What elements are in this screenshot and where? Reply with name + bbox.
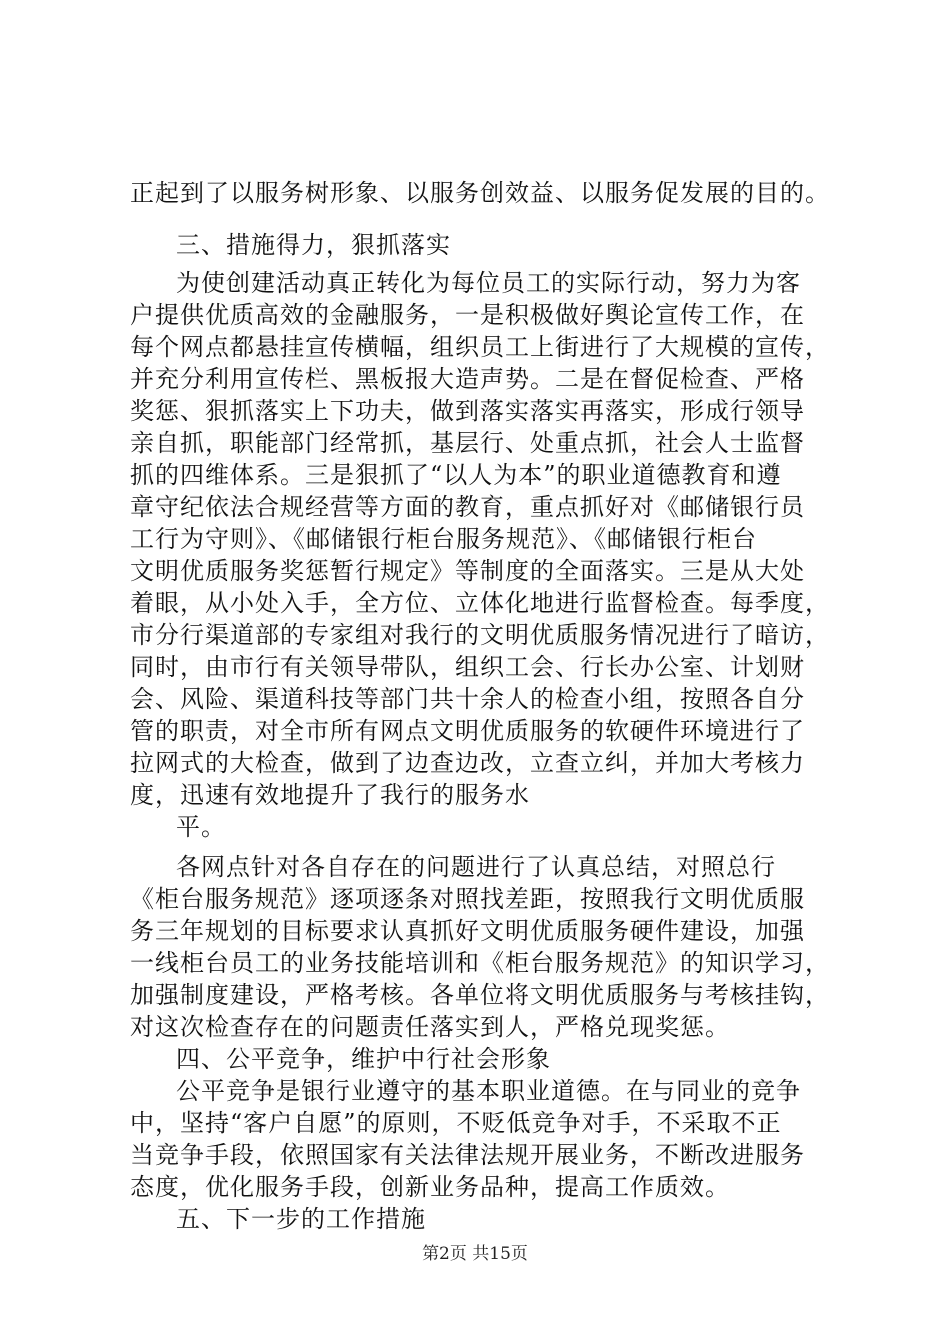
paragraph-line: 拉网式的大检查，做到了边查边改，立查立纠，并加大考核力 xyxy=(130,749,805,777)
section-heading: 五、下一步的工作措施 xyxy=(176,1205,426,1233)
paragraph-line: 管的职责，对全市所有网点文明优质服务的软硬件环境进行了 xyxy=(130,717,805,745)
paragraph-line: 同时，由市行有关领导带队，组织工会、行长办公室、计划财 xyxy=(130,653,805,681)
paragraph-line: 公平竞争是银行业遵守的基本职业道德。在与同业的竞争 xyxy=(176,1077,801,1105)
paragraph-line: 中，坚持“客户自愿”的原则，不贬低竞争对手，不采取不正 xyxy=(130,1109,782,1137)
paragraph-line: 《柜台服务规范》逐项逐条对照找差距，按照我行文明优质服 xyxy=(130,885,805,913)
section-heading: 四、公平竞争，维护中行社会形象 xyxy=(176,1045,551,1073)
paragraph-line: 并充分利用宣传栏、黑板报大造声势。二是在督促检查、严格 xyxy=(130,365,805,393)
paragraph-line: 每个网点都悬挂宣传横幅，组织员工上街进行了大规模的宣传， xyxy=(130,333,830,361)
paragraph-line: 态度，优化服务手段，创新业务品种，提高工作质效。 xyxy=(130,1173,730,1201)
paragraph-line: 章守纪依法合规经营等方面的教育，重点抓好对《邮储银行员 xyxy=(130,493,805,521)
paragraph-line: 着眼，从小处入手，全方位、立体化地进行监督检查。每季度， xyxy=(130,589,830,617)
paragraph-line: 度，迅速有效地提升了我行的服务水 xyxy=(130,781,530,809)
paragraph-line: 抓的四维体系。三是狠抓了“以人为本”的职业道德教育和遵 xyxy=(130,461,782,489)
paragraph-line: 奖惩、狠抓落实上下功夫，做到落实落实再落实，形成行领导 xyxy=(130,397,805,425)
paragraph-line: 对这次检查存在的问题责任落实到人，严格兑现奖惩。 xyxy=(130,1013,730,1041)
page-number-footer: 第2页 共15页 xyxy=(422,1244,528,1264)
paragraph-line: 会、风险、渠道科技等部门共十余人的检查小组，按照各自分 xyxy=(130,685,805,713)
paragraph-line: 加强制度建设，严格考核。各单位将文明优质服务与考核挂钩， xyxy=(130,981,830,1009)
paragraph-line: 各网点针对各自存在的问题进行了认真总结，对照总行 xyxy=(176,853,776,881)
paragraph-line: 工行为守则》、《邮储银行柜台服务规范》、《邮储银行柜台 xyxy=(130,525,757,553)
paragraph-line: 为使创建活动真正转化为每位员工的实际行动，努力为客 xyxy=(176,269,801,297)
paragraph-line: 亲自抓，职能部门经常抓，基层行、处重点抓，社会人士监督 xyxy=(130,429,805,457)
paragraph-line: 户提供优质高效的金融服务，一是积极做好舆论宣传工作，在 xyxy=(130,301,805,329)
paragraph-line: 市分行渠道部的专家组对我行的文明优质服务情况进行了暗访， xyxy=(130,621,830,649)
paragraph-line: 文明优质服务奖惩暂行规定》等制度的全面落实。三是从大处 xyxy=(130,557,805,585)
paragraph-line: 当竞争手段，依照国家有关法律法规开展业务，不断改进服务 xyxy=(130,1141,805,1169)
paragraph-line: 务三年规划的目标要求认真抓好文明优质服务硬件建设，加强 xyxy=(130,917,805,945)
paragraph-line: 一线柜台员工的业务技能培训和《柜台服务规范》的知识学习， xyxy=(130,949,830,977)
paragraph-line: 平。 xyxy=(176,813,226,841)
paragraph-line: 正起到了以服务树形象、以服务创效益、以服务促发展的目的。 xyxy=(130,179,830,207)
section-heading: 三、措施得力，狠抓落实 xyxy=(176,231,451,259)
